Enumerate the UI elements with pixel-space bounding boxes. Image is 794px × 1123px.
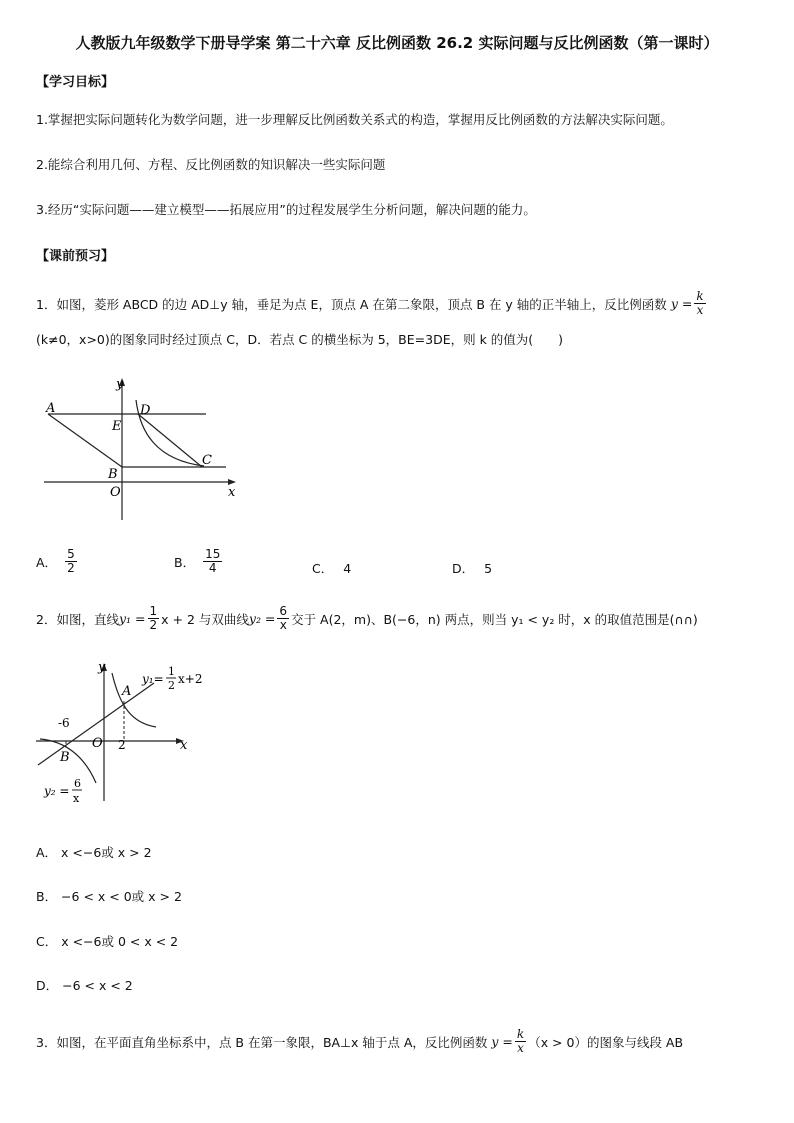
q2-frac1 [148, 605, 160, 632]
q1-frac-num: k [696, 289, 704, 303]
q1-option-c [312, 559, 351, 577]
q2-hyp-num: 6 [74, 777, 81, 790]
q1-label-y: y [116, 377, 124, 392]
q2-label-neg6: -6 [58, 716, 70, 730]
goal-item-1: 1.掌握把实际问题转化为数学问题，进一步理解反比例函数关系式的构造，掌握用反比例函数的方法解决实际问题。 [36, 112, 673, 127]
q1-option-d-text: 5 [484, 561, 493, 576]
q2-mid: x + 2 与双曲线 [161, 611, 249, 627]
q2-option-a: A． x <−6或 x > 2 [36, 845, 152, 860]
page-title: 人教版九年级数学下册导学案 第二十六章 反比例函数 26.2 实际问题与反比例函数（第一课时） [75, 34, 719, 52]
q1-y-eq: y = [670, 296, 693, 311]
goal-item-3: 3.经历“实际问题——建立模型——拓展应用”的过程发展学生分析问题，解决问题的能力。 [36, 202, 536, 217]
q2-tail: 交于 A(2，m)、B(−6，n) 两点，则当 y₁ < y₂ 时，x 的取值范围是(∩∩) [291, 611, 698, 627]
q2-lead: 2．如图，直线 [36, 611, 119, 627]
q2-label-two: 2 [118, 738, 126, 752]
q1-option-b-num: 15 [205, 547, 221, 561]
q1-option-a-num: 5 [67, 547, 75, 561]
q3-frac-den: x [517, 1041, 524, 1055]
q1-line2: (k≠0，x>0)的图象同时经过顶点 C，D．若点 C 的横坐标为 5，BE=3DE，则 k 的值为( ) [36, 332, 564, 347]
q1-option-c-letter: C． [312, 561, 334, 576]
q3-lead: 3．如图，在平面直角坐标系中，点 B 在第一象限，BA⊥x 轴于点 A，反比例函数 [36, 1034, 488, 1050]
q1-option-a [36, 548, 79, 575]
q2-figure [36, 655, 226, 805]
q2-hyp-den: x [73, 792, 80, 805]
q2-label-x: x [180, 738, 188, 753]
q1-option-b-fraction [203, 548, 222, 575]
goal-item-2: 2.能综合利用几何、方程、反比例函数的知识解决一些实际问题 [36, 157, 386, 172]
q2-stem [36, 605, 698, 632]
q2-option-c: C． x <−6或 0 < x < 2 [36, 934, 179, 949]
q1-line1 [36, 290, 708, 317]
q1-option-a-fraction [65, 548, 77, 575]
q1-label-B: B [108, 467, 118, 482]
q1-text: 1．如图，菱形 ABCD 的边 AD⊥y 轴，垂足为点 E，顶点 A 在第二象限，顶点 B 在 y 轴的正半轴上，反比例函数 [36, 296, 667, 312]
q2-y2: y₂ = [248, 611, 276, 626]
q1-label-D: D [140, 403, 151, 418]
preview-heading: 【课前预习】 [36, 249, 115, 264]
q1-label-x: x [228, 485, 236, 500]
q2-frac2-den: x [279, 618, 287, 632]
q2-frac2 [277, 605, 289, 632]
q3-frac-num: k [516, 1027, 525, 1041]
q2-label-A: A [122, 684, 132, 699]
q1-label-O: O [110, 485, 121, 500]
q2-y1: y₁ = [118, 611, 146, 626]
q1-label-C: C [202, 453, 212, 468]
q3-tail: （x > 0）的图象与线段 AB [528, 1034, 684, 1050]
q1-frac-den: x [696, 303, 704, 317]
q1-label-A: A [46, 401, 56, 416]
q1-option-b-letter: B． [174, 554, 196, 570]
q2-frac2-num: 6 [279, 604, 288, 618]
q2-label-O: O [92, 736, 103, 751]
q2-hyp-label: y₂ = [44, 784, 70, 798]
q3-fraction [515, 1028, 526, 1055]
q2-frac1-den: 2 [149, 618, 158, 632]
q1-option-d-letter: D． [452, 561, 475, 576]
q2-option-b: B． −6 < x < 0或 x > 2 [36, 889, 182, 904]
q1-option-a-den: 2 [67, 561, 75, 575]
q2-frac1-num: 1 [149, 604, 158, 618]
q2-line-label: y₁= [142, 672, 164, 686]
q2-line-num: 1 [168, 665, 175, 678]
q2-label-y: y [98, 660, 106, 675]
q2-line-den: 2 [168, 679, 175, 692]
q2-option-d: D． −6 < x < 2 [36, 978, 133, 993]
q2-line-tail: x+2 [178, 672, 203, 686]
q3-stem [36, 1028, 683, 1055]
q1-option-c-text: 4 [343, 561, 352, 576]
q1-option-a-letter: A． [36, 554, 58, 570]
q2-label-B: B [60, 750, 70, 765]
q3-y-eq: y = [491, 1034, 513, 1049]
goals-heading: 【学习目标】 [36, 75, 115, 90]
q1-option-b-den: 4 [208, 561, 217, 575]
q1-figure [36, 372, 246, 524]
q1-fraction [694, 290, 705, 317]
q1-option-d [452, 559, 492, 577]
q1-option-b [174, 548, 224, 575]
q1-label-E: E [112, 419, 122, 434]
